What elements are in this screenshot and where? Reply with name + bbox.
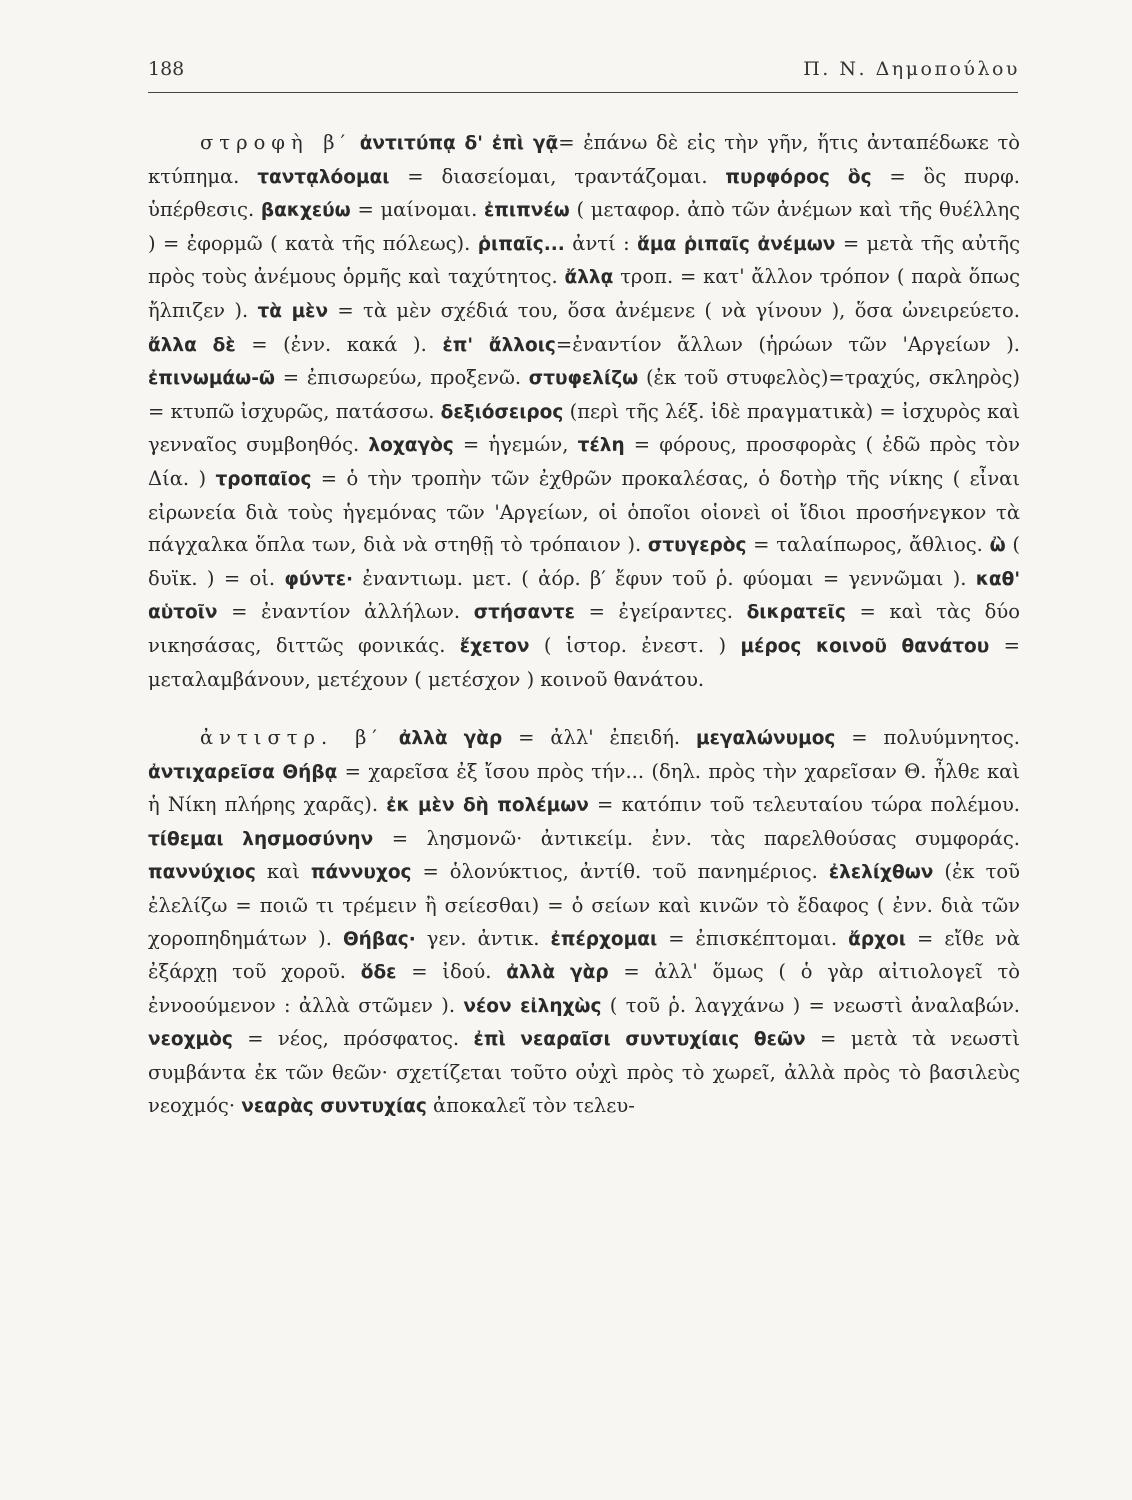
gloss-text: (ἐκ τοῦ ἐλελίζω = ποιῶ τι τρέμειν ἢ σείεσθαι) = ὁ σείων καὶ κινῶν τὸ ἔδαφος ( ἐνν. διὰ τῶν χοροπηδημάτων ). [148,860,1020,950]
headword: τὰ μὲν [257,300,329,322]
gloss-text: = χαρεῖσα ἐξ ἴσου πρὸς τήν... (δηλ. πρὸς τὴν χαρεῖσαν Θ. ἦλθε καὶ ἡ Νίκη πλήρης χαρᾶς). [148,759,1020,817]
paragraph-antistrophe [148,722,1020,1123]
headword: τροπαῖος [215,468,312,490]
paragraph-lead: στροφὴ β′ [200,131,352,154]
headword: ἄλλᾳ [564,267,614,289]
paragraph-body [148,726,1020,1117]
gloss-text: = ἐπισωρεύω, προξενῶ. [274,366,529,390]
headword: στυγερὸς [647,535,747,557]
gloss-text: (ἐκ τοῦ στυφελὸς)=τραχύς, σκληρὸς) = κτυπῶ ἰσχυρῶς, πατάσσω. [148,366,1020,423]
gloss-text: = ταλαίπωρος, ἄθλιος. [746,533,990,557]
gloss-text: ἐναντιωμ. μετ. ( ἀόρ. β′ ἔφυν τοῦ ῥ. φύομαι = γεννῶμαι ). [353,566,976,590]
gloss-text: = μετὰ τῆς αὐτῆς πρὸς τοὺς ἀνέμους ὁρμῆς καὶ ταχύτητος. [148,231,1020,289]
headword: λοχαγὸς [368,435,454,457]
headword: ταντᾳλόομαι [257,166,390,188]
gloss-text: γεν. ἀντικ. [415,926,551,950]
gloss-text: = νέος, πρόσφατος. [232,1027,474,1051]
headword: μεγαλώνυμος [696,728,836,750]
gloss-text: = ἰδού. [396,960,507,984]
headword: καθ' αὑτοῖν [148,568,1020,624]
headword: στυφελίζω [528,368,639,390]
headword: ἀντιτύπᾳ δ' ἐπὶ γᾷ [359,133,559,154]
gloss-text: = ἐπισκέπτομαι. [657,926,849,950]
headword: ἀλλὰ γὰρ [506,962,609,984]
gloss-text: =ἐναντίον ἄλλων (ἡρώων τῶν 'Αργείων ). [555,332,1020,356]
headword: φύντε· [284,568,354,590]
gloss-text: ( μεταφορ. ἀπὸ τῶν ἀνέμων καὶ τῆς θυέλλης ) = ἐφορμῶ ( κατὰ τῆς πόλεως). [148,198,1020,255]
gloss-text: = κατόπιν τοῦ τελευταίου τώρα πολέμου. [588,793,1020,817]
headword: δεξιόσειρος [440,401,564,423]
gloss-text: = ἐπάνω δὲ εἰς τὴν γῆν, ἥτις ἀνταπέδωκε τὸ κτύπημα. [148,131,1021,188]
gloss-text: = καὶ τὰς δύο νικησάσας, διττῶς φονικάς. [148,600,1020,657]
gloss-text: = ἀλλ' ὅμως ( ὁ γὰρ αἰτιολογεῖ τὸ ἐννοούμενον : ἀλλὰ στῶμεν ). [148,960,1021,1017]
running-head-author: Π. Ν. Δημοπούλου [803,58,1020,80]
headword: μέρος κοινοῦ θανάτου [740,635,990,657]
gloss-text: ἀποκαλεῖ τὸν τελευ- [426,1093,635,1117]
gloss-text: ἀντί : [564,231,638,255]
headword: ἐπ' ἄλλοις [442,334,556,356]
header-rule [148,92,1018,93]
headword: ἀντιχαρεῖσα Θήβᾳ [148,761,338,783]
gloss-text: = (ἐνν. κακά ). [235,332,443,356]
headword: ἄλλα δὲ [148,334,236,356]
gloss-text: τροπ. = κατ' ἄλλον τρόπον ( παρὰ ὅπως ἤλπιζεν ). [148,265,1020,322]
headword: ἐπιπνέω [483,200,570,222]
headword: ἔχετον [459,635,530,657]
gloss-text: = ὃς πυρφ. ὑπέρθεσις. [148,164,1020,222]
gloss-text: = διασείομαι, τραντάζομαι. [389,164,726,188]
headword: ἐπέρχομαι [550,928,658,950]
page-header [148,58,1020,80]
gloss-text: = τὰ μὲν σχέδιά του, ὅσα ἀνέμενε ( νὰ γίνουν ), ὅσα ὠνειρεύετο. [328,298,1020,322]
paragraph-body [148,131,1020,691]
headword: νέον εἰληχὼς [463,995,602,1017]
headword: ἐκ μὲν δὴ πολέμων [386,795,589,817]
gloss-text: = μεταλαμβάνουν, μετέχουν ( μετέσχον ) κοινοῦ θανάτου. [148,633,1020,691]
gloss-text: = μετὰ τὰ νεωστὶ συμβάντα ἐκ τῶν θεῶν· σχετίζεται τοῦτο οὐχὶ πρὸς τὸ χωρεῖ, ἀλλὰ πρὸς τὸ βασιλεὺς νεοχμός· [148,1027,1020,1117]
headword: τέλη [577,435,625,457]
headword: στήσαντε [473,602,575,624]
headword: δικρατεῖς [746,602,846,624]
gloss-text: ( ἱστορ. ἐνεστ. ) [529,633,741,657]
headword: ὅδε [360,962,397,984]
gloss-text: = εἴθε νὰ ἐξάρχῃ τοῦ χοροῦ. [148,926,1020,984]
gloss-text: = ἐγείραντες. [574,600,747,624]
headword: πάννυχος [310,862,412,884]
headword: ἅμα ῥιπαῖς ἀνέμων [637,233,836,255]
gloss-text: = μαίνομαι. [350,198,484,222]
headword: Θήβας· [342,928,416,950]
headword: ῥιπαῖς... [477,233,565,255]
headword: ἐλελίχθων [828,862,934,884]
headword: παννύχιος [148,862,256,884]
headword: πυρφόρος ὃς [725,166,872,188]
headword: τίθεμαι λησμοσύνην [148,828,374,850]
gloss-text: (περὶ τῆς λέξ. ἰδὲ πραγματικὰ) = ἰσχυρὸς καὶ γενναῖος συμβοηθός. [148,399,1020,457]
gloss-text: = φόρους, προσφορὰς ( ἐδῶ πρὸς τὸν Δία. ) [148,433,1020,490]
gloss-text: ( τοῦ ῥ. λαγχάνω ) = νεωστὶ ἀναλαβών. [601,993,1020,1017]
paragraph-strophe [148,127,1020,696]
gloss-text: = λησμονῶ· ἀντικείμ. ἐνν. τὰς παρελθούσας συμφοράς. [373,826,1020,850]
gloss-text: = ὁλονύκτιος, ἀντίθ. τοῦ πανημέριος. [411,860,829,884]
headword: ἀλλὰ γὰρ [398,728,503,750]
page-number: 188 [148,58,185,80]
headword: ὢ [989,535,1006,557]
gloss-text: = ἡγεμών, [453,433,578,457]
headword: ἐπὶ νεαραῖσι συντυχίαις θεῶν [473,1029,806,1051]
paragraph-lead: ἀντιστρ. β′ [200,726,383,750]
gloss-text: = ὁ τὴν τροπὴν τῶν ἐχθρῶν προκαλέσας, ὁ δοτὴρ τῆς νίκης ( εἶναι εἰρωνεία διὰ τοὺς ἡγεμόνας τῶν 'Αργείων, οἱ ὁποῖοι οἱονεὶ οἱ ἴδιοι προσήνεγκον τὰ πάγχαλκα ὅπλα των, διὰ νὰ στηθῇ τὸ τρόπαιον ). [148,466,1020,557]
gloss-text: = ἀλλ' ἐπειδή. [502,726,696,750]
gloss-text: = πολυύμνητος. [835,726,1020,750]
headword: νεαρὰς συντυχίας [241,1095,427,1117]
gloss-text: καὶ [255,860,311,884]
gloss-text: = ἐναντίον ἀλλήλων. [217,600,474,624]
headword: νεοχμὸς [148,1029,233,1051]
headword: βακχεύω [260,200,351,222]
headword: ἄρχοι [848,928,906,950]
headword: ἐπινωμάω-ῶ [148,368,275,390]
gloss-text: ( δυϊκ. ) = οἱ. [148,533,1021,590]
